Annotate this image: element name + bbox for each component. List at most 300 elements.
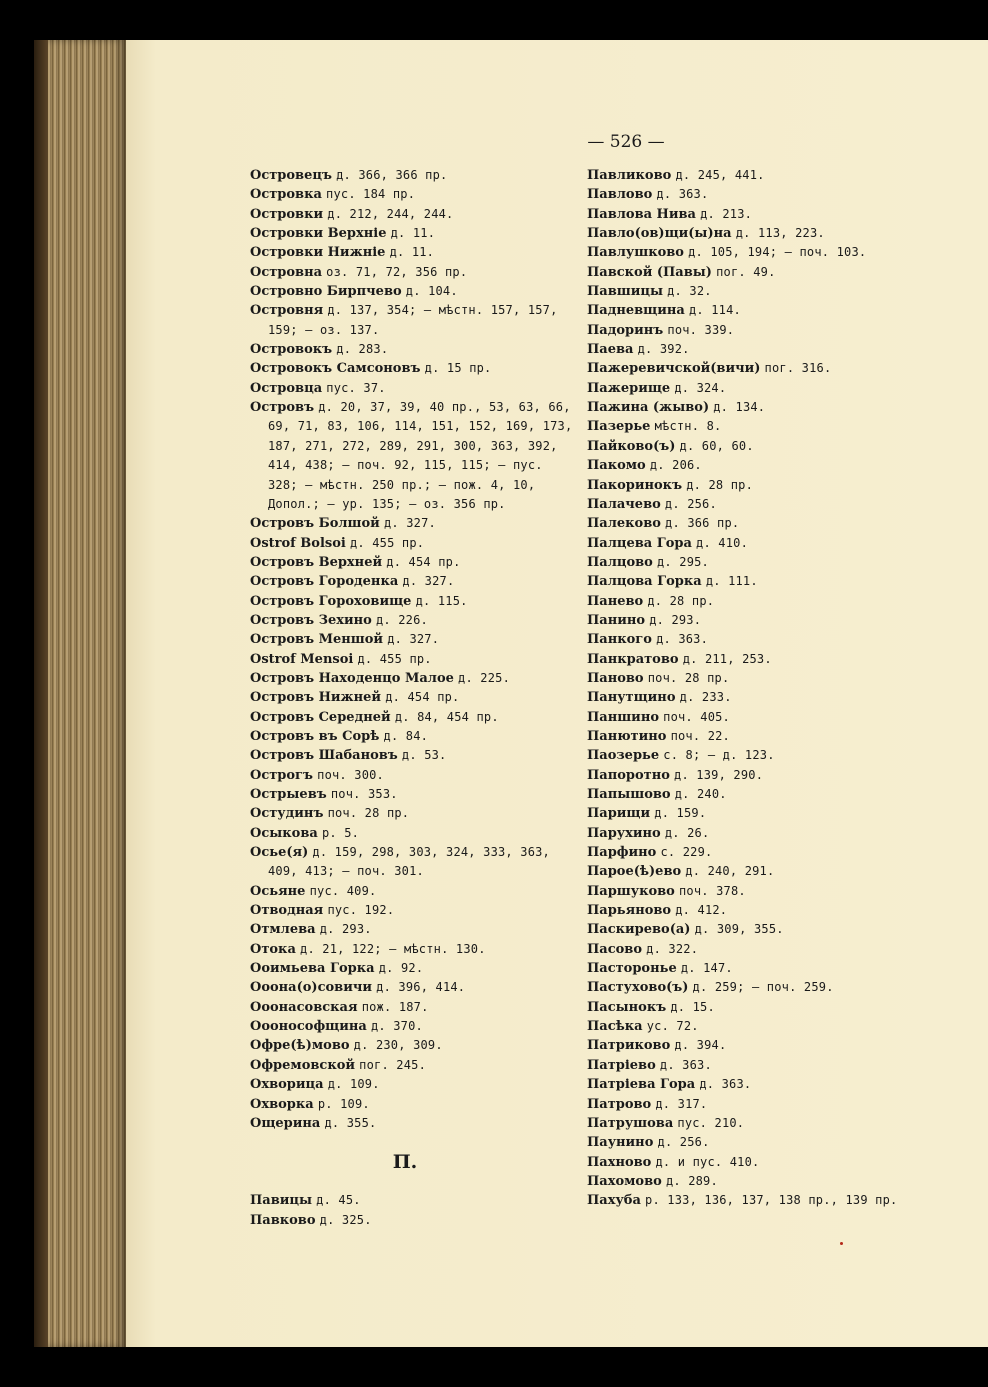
entry-headword: Островно Бирпчево xyxy=(250,284,402,300)
entry-headword: Ощерина xyxy=(250,1115,321,1131)
entry-headword: Островъ Середней xyxy=(250,709,391,725)
index-entry xyxy=(587,843,987,862)
index-entry xyxy=(587,282,987,301)
entry-headword: Островъ Нижней xyxy=(250,690,382,706)
left-column xyxy=(250,166,580,1230)
entry-continuation xyxy=(250,417,580,436)
entry-headword: Островъ Находенцо Малое xyxy=(250,670,454,686)
entry-headword: Острогъ xyxy=(250,767,313,783)
entry-references: д. 21, 122; — мѣстн. 130. xyxy=(300,941,486,956)
index-entry xyxy=(587,959,987,978)
entry-references: д. 45. xyxy=(316,1193,361,1208)
index-entry xyxy=(587,1191,987,1210)
entry-headword: Острыевъ xyxy=(250,787,327,802)
entry-headword: Пакомо xyxy=(587,458,646,474)
entry-headword: Патріево xyxy=(587,1057,656,1073)
entry-references: д. 327. xyxy=(387,632,440,647)
entry-references: д. 206. xyxy=(649,458,702,473)
index-entry xyxy=(587,630,987,649)
entry-references: д. 113, 223. xyxy=(735,226,825,241)
index-entry xyxy=(587,766,987,785)
index-entry xyxy=(587,166,987,185)
entry-references: оз. 71, 72, 356 пр. xyxy=(326,264,468,279)
index-entry xyxy=(250,1036,580,1055)
entry-headword: Паева xyxy=(587,342,634,358)
index-entry xyxy=(250,1017,580,1036)
index-entry xyxy=(587,650,987,669)
entry-headword: Ооонософщина xyxy=(250,1019,367,1035)
entry-headword: Павлово xyxy=(587,187,653,203)
page-number: — 526 — xyxy=(587,132,665,152)
entry-references: пус. 37. xyxy=(326,380,386,395)
entry-references: д. 20, 37, 39, 40 пр., 53, 63, 66, xyxy=(318,400,571,415)
entry-headword: Отока xyxy=(250,941,296,957)
entry-references: поч. 405. xyxy=(663,709,730,724)
index-entry xyxy=(587,224,987,243)
entry-headword: Паскирево(а) xyxy=(587,922,691,938)
entry-references: пус. 192. xyxy=(327,903,395,918)
index-entry xyxy=(587,1075,987,1094)
entry-references: д. 111. xyxy=(705,574,758,589)
entry-headword: Островъ Шабановъ xyxy=(250,748,398,764)
entry-headword: Островна xyxy=(250,264,323,280)
entry-references: д. 147. xyxy=(680,961,733,976)
entry-headword: Панкого xyxy=(587,632,652,648)
entry-headword: Паново xyxy=(587,670,644,686)
entry-headword: Пайково(ъ) xyxy=(587,438,676,454)
entry-headword: Парфино xyxy=(587,845,657,861)
entry-references: мѣстн. 8. xyxy=(654,419,722,434)
index-entry xyxy=(250,185,580,204)
entry-headword: Пажина (жыво) xyxy=(587,400,710,416)
entry-headword: Паншино xyxy=(587,709,660,725)
entry-references: д. 225. xyxy=(458,670,511,685)
index-entry xyxy=(250,766,580,785)
entry-references: с. 229. xyxy=(660,845,713,860)
entry-headword: Падневщина xyxy=(587,303,685,319)
index-entry xyxy=(587,185,987,204)
entry-references: с. 8; — д. 123. xyxy=(663,748,775,763)
index-entry xyxy=(250,398,580,417)
index-entry xyxy=(250,785,580,804)
entry-headword: Палачево xyxy=(587,496,661,512)
entry-headword: Павково xyxy=(250,1212,316,1228)
entry-references: пог. 316. xyxy=(764,361,832,376)
entry-references: 409, 413; — поч. 301. xyxy=(268,864,424,879)
entry-headword: Павло(ов)щи(ы)на xyxy=(587,226,732,242)
index-entry xyxy=(250,224,580,243)
index-entry xyxy=(587,1153,987,1172)
index-entry xyxy=(587,1172,987,1191)
entry-headword: Осьяне xyxy=(250,883,306,899)
entry-headword: Островъ Городенка xyxy=(250,574,399,590)
entry-headword: Островня xyxy=(250,303,324,319)
entry-references: д. 327. xyxy=(402,574,455,589)
index-entry xyxy=(587,862,987,881)
index-entry xyxy=(250,1191,580,1210)
entry-references: 159; — оз. 137. xyxy=(268,322,380,337)
index-entry xyxy=(587,553,987,572)
entry-references: 414, 438; — поч. 92, 115, 115; — пус. xyxy=(268,458,543,473)
index-entry xyxy=(250,804,580,823)
index-entry xyxy=(250,959,580,978)
entry-references: д. 230, 309. xyxy=(353,1038,443,1053)
index-entry xyxy=(587,476,987,495)
index-entry xyxy=(587,1114,987,1133)
entry-headword: Патриково xyxy=(587,1038,671,1054)
entry-references: д. 212, 244, 244. xyxy=(327,206,454,221)
index-entry xyxy=(250,727,580,746)
entry-references: д. 293. xyxy=(649,612,702,627)
index-entry xyxy=(587,437,987,456)
book-spine xyxy=(34,40,48,1347)
entry-headword: Островка xyxy=(250,187,322,203)
entry-references: д. 26. xyxy=(664,825,710,840)
entry-headword: Патрово xyxy=(587,1096,652,1112)
section-letter: П. xyxy=(392,1151,418,1174)
index-entry xyxy=(250,282,580,301)
entry-references: д. 454 пр. xyxy=(385,690,460,705)
entry-headword: Пасѣка xyxy=(587,1019,643,1035)
index-entry xyxy=(250,611,580,630)
right-column xyxy=(587,166,987,1211)
entry-references: поч. 378. xyxy=(679,883,746,898)
index-entry xyxy=(587,688,987,707)
index-entry xyxy=(587,592,987,611)
entry-references: д. 84, 454 пр. xyxy=(394,709,499,724)
entry-headword: Островъ Гороховище xyxy=(250,593,412,609)
index-entry xyxy=(587,495,987,514)
entry-headword: Пазерье xyxy=(587,419,651,435)
entry-references: д. 104. xyxy=(405,284,458,299)
index-entry xyxy=(250,978,580,997)
entry-references: д. 363. xyxy=(656,187,709,202)
entry-references: д. 11. xyxy=(390,226,436,241)
index-entry xyxy=(587,340,987,359)
entry-headword: Отмлева xyxy=(250,922,316,938)
entry-references: д. 295. xyxy=(657,554,709,569)
entry-references: пог. 245. xyxy=(359,1057,426,1072)
entry-references: д. 256. xyxy=(657,1135,710,1150)
entry-headword: Парое(ѣ)ево xyxy=(587,864,682,880)
entry-headword: Пажерище xyxy=(587,380,671,396)
entry-references: д. 159, 298, 303, 324, 333, 363, xyxy=(312,845,550,860)
index-entry xyxy=(587,1056,987,1075)
entry-headword: Панютино xyxy=(587,728,667,744)
entry-headword: Павской (Павы) xyxy=(587,264,712,280)
entry-references: д. 259; — поч. 259. xyxy=(692,980,834,995)
entry-headword: Патріева Гора xyxy=(587,1077,696,1093)
entry-references: д. 394. xyxy=(674,1038,727,1053)
index-entry xyxy=(250,882,580,901)
index-entry xyxy=(587,920,987,939)
entry-headword: Офремовской xyxy=(250,1057,356,1073)
entry-references: д. 283. xyxy=(336,342,389,357)
entry-references: д. 115. xyxy=(415,593,468,608)
entry-headword: Парищи xyxy=(587,806,651,822)
entry-references: д. 137, 354; — мѣстн. 157, 157, xyxy=(327,303,558,318)
index-entry xyxy=(587,1017,987,1036)
entry-headword: Осыкова xyxy=(250,825,318,841)
entry-continuation xyxy=(250,862,580,881)
entry-references: д. 92. xyxy=(378,961,424,976)
entry-headword: Панутщино xyxy=(587,690,676,706)
index-entry xyxy=(587,572,987,591)
entry-references: д. 226. xyxy=(375,612,428,627)
index-entry xyxy=(587,824,987,843)
entry-headword: Ооона(о)совичи xyxy=(250,980,372,996)
entry-headword: Палеково xyxy=(587,516,661,532)
entry-headword: Пахново xyxy=(587,1154,652,1170)
index-entry xyxy=(587,785,987,804)
entry-references: д. 15 пр. xyxy=(424,361,492,376)
index-entry xyxy=(250,669,580,688)
index-entry xyxy=(250,301,580,320)
entry-references: д. 293. xyxy=(319,922,372,937)
index-entry xyxy=(587,243,987,262)
index-entry xyxy=(587,940,987,959)
entry-references: д. 28 пр. xyxy=(647,593,715,608)
entry-references: д. 396, 414. xyxy=(376,980,466,995)
index-entry xyxy=(587,1133,987,1152)
entry-references: р. 5. xyxy=(321,825,360,840)
index-entry xyxy=(250,708,580,727)
entry-headword: Папоротно xyxy=(587,767,670,783)
index-entry xyxy=(587,978,987,997)
entry-references: 187, 271, 272, 289, 291, 300, 363, 392, xyxy=(268,438,558,453)
entry-headword: Пакоринокъ xyxy=(587,477,683,493)
entry-headword: Патрушова xyxy=(587,1115,674,1131)
index-entry xyxy=(250,1075,580,1094)
entry-headword: Охворка xyxy=(250,1096,314,1112)
index-entry xyxy=(250,1211,580,1230)
entry-headword: Пахуба xyxy=(587,1193,641,1209)
entry-references: д. 211, 253. xyxy=(682,651,772,666)
index-entry xyxy=(587,398,987,417)
entry-references: д. 28 пр. xyxy=(686,477,754,492)
index-entry xyxy=(250,824,580,843)
entry-headword: Островъ Меншой xyxy=(250,632,384,648)
entry-references: д. 60, 60. xyxy=(679,438,754,453)
index-entry xyxy=(250,592,580,611)
entry-references: д. 327. xyxy=(383,516,436,531)
entry-headword: Папышово xyxy=(587,787,671,802)
entry-references: поч. 339. xyxy=(667,322,735,337)
entry-references: Допол.; — ур. 135; — оз. 356 пр. xyxy=(268,496,506,511)
index-entry xyxy=(587,301,987,320)
entry-references: д. 240. xyxy=(674,787,727,801)
index-entry xyxy=(587,901,987,920)
index-entry xyxy=(587,263,987,282)
entry-headword: Островокъ xyxy=(250,342,333,358)
entry-references: д. 139, 290. xyxy=(674,767,764,782)
index-entry xyxy=(587,417,987,436)
entry-references: ус. 72. xyxy=(646,1019,699,1034)
entry-references: д. 309, 355. xyxy=(694,922,784,937)
entry-headword: Палцева Гора xyxy=(587,535,692,551)
entry-references: поч. 22. xyxy=(670,728,730,743)
entry-references: д. 245, 441. xyxy=(675,168,765,182)
entry-references: д. 392. xyxy=(637,342,690,357)
entry-references: д. 325. xyxy=(319,1212,372,1227)
index-entry xyxy=(250,650,580,669)
entry-headword: Парухино xyxy=(587,825,661,841)
entry-headword: Паозерье xyxy=(587,748,660,764)
entry-references: поч. 28 пр. xyxy=(327,806,410,821)
entry-headword: Павлова Нива xyxy=(587,206,696,222)
entry-references: д. и пус. 410. xyxy=(655,1154,760,1169)
entry-headword: Пасово xyxy=(587,941,642,957)
entry-headword: Островъ Верхней xyxy=(250,554,383,570)
entry-references: пож. 187. xyxy=(361,999,429,1014)
entry-references: д. 363. xyxy=(699,1077,752,1092)
entry-headword: Панино xyxy=(587,612,646,628)
index-entry xyxy=(587,727,987,746)
page xyxy=(126,40,988,1347)
entry-references: д. 233. xyxy=(679,690,732,705)
entry-continuation xyxy=(250,495,580,514)
index-entry xyxy=(587,882,987,901)
entry-references: пус. 210. xyxy=(677,1115,745,1130)
entry-references: пус. 184 пр. xyxy=(326,187,416,202)
entry-headword: Павшицы xyxy=(587,284,663,300)
entry-headword: Ооонасовская xyxy=(250,999,358,1015)
entry-references: 69, 71, 83, 106, 114, 151, 152, 169, 173, xyxy=(268,419,573,434)
entry-references: д. 454 пр. xyxy=(386,554,461,569)
index-entry xyxy=(250,166,580,185)
entry-headword: Остудинъ xyxy=(250,806,324,822)
entry-references: д. 324. xyxy=(674,380,727,395)
entry-references: 328; — мѣстн. 250 пр.; — пож. 4, 10, xyxy=(268,477,536,492)
index-entry xyxy=(250,340,580,359)
entry-references: д. 11. xyxy=(389,245,435,260)
entry-references: пог. 49. xyxy=(716,264,776,279)
entry-headword: Падоринъ xyxy=(587,322,664,338)
index-entry xyxy=(250,901,580,920)
index-entry xyxy=(250,1056,580,1075)
index-entry xyxy=(587,514,987,533)
index-entry xyxy=(587,1036,987,1055)
entry-references: д. 84. xyxy=(383,728,429,743)
entry-references: д. 159. xyxy=(654,806,707,821)
index-entry xyxy=(250,379,580,398)
entry-headword: Охворица xyxy=(250,1077,324,1093)
index-entry xyxy=(250,572,580,591)
entry-references: д. 322. xyxy=(646,941,699,956)
entry-headword: Пастороньe xyxy=(587,961,677,977)
entry-headword: Палцова Горка xyxy=(587,574,702,590)
entry-references: пус. 409. xyxy=(309,883,377,898)
index-entry xyxy=(250,630,580,649)
entry-headword: Ostrof Bolsoi xyxy=(250,535,346,551)
index-entry xyxy=(250,688,580,707)
entry-references: д. 114. xyxy=(688,303,741,318)
index-entry xyxy=(587,998,987,1017)
entry-headword: Пастухово(ъ) xyxy=(587,980,689,996)
entry-references: д. 213. xyxy=(700,206,753,221)
book xyxy=(34,40,988,1347)
index-entry xyxy=(250,553,580,572)
entry-headword: Островокъ Самсоновъ xyxy=(250,361,421,377)
entry-references: д. 317. xyxy=(655,1096,708,1111)
index-entry xyxy=(250,920,580,939)
index-entry xyxy=(587,708,987,727)
entry-references: поч. 300. xyxy=(317,767,384,782)
entry-references: д. 410. xyxy=(696,535,749,550)
index-entry xyxy=(587,456,987,475)
index-entry xyxy=(250,205,580,224)
entry-continuation xyxy=(250,456,580,475)
entry-headword: Панкратово xyxy=(587,651,679,667)
entry-headword: Пажеревичской(вичи) xyxy=(587,361,761,377)
index-entry xyxy=(250,263,580,282)
entry-references: д. 134. xyxy=(713,400,766,415)
index-entry xyxy=(250,1095,580,1114)
entry-headword: Паунино xyxy=(587,1135,654,1151)
entry-references: д. 363. xyxy=(656,632,709,647)
entry-headword: Островъ Зехино xyxy=(250,612,372,628)
index-entry xyxy=(250,998,580,1017)
index-entry xyxy=(587,1095,987,1114)
index-entry xyxy=(587,379,987,398)
index-entry xyxy=(250,534,580,553)
entry-references: д. 370. xyxy=(370,1019,423,1034)
index-entry xyxy=(250,514,580,533)
entry-references: д. 455 пр. xyxy=(349,535,425,550)
entry-headword: Ostrof Mensoi xyxy=(250,651,354,667)
entry-references: д. 363. xyxy=(659,1057,712,1072)
index-entry xyxy=(587,321,987,340)
entry-headword: Островки Верхніе xyxy=(250,226,387,242)
entry-headword: Островъ въ Сорѣ xyxy=(250,728,380,744)
index-entry xyxy=(587,205,987,224)
index-entry xyxy=(250,746,580,765)
entry-references: д. 355. xyxy=(324,1115,377,1130)
index-entry xyxy=(250,359,580,378)
index-entry xyxy=(250,243,580,262)
entry-headword: Павицы xyxy=(250,1193,313,1209)
entry-references: д. 105, 194; — поч. 103. xyxy=(688,245,867,260)
entry-references: д. 53. xyxy=(401,748,447,763)
entry-continuation xyxy=(250,321,580,340)
entry-headword: Пасынокъ xyxy=(587,999,667,1015)
entry-headword: Ооимьева Горка xyxy=(250,961,375,977)
entry-references: р. 109. xyxy=(317,1096,370,1111)
entry-headword: Островъ xyxy=(250,400,315,416)
entry-references: поч. 353. xyxy=(330,787,398,801)
index-entry xyxy=(587,611,987,630)
entry-references: д. 32. xyxy=(667,284,712,299)
entry-headword: Паршуково xyxy=(587,883,675,899)
entry-headword: Панево xyxy=(587,593,644,609)
index-entry xyxy=(587,669,987,688)
entry-references: д. 455 пр. xyxy=(357,651,432,666)
ink-speck xyxy=(840,1242,843,1245)
entry-headword: Островки Нижніе xyxy=(250,245,386,261)
entry-references: д. 366, 366 пр. xyxy=(336,168,448,182)
entry-references: д. 289. xyxy=(665,1173,718,1188)
index-entry xyxy=(587,359,987,378)
entry-continuation xyxy=(250,476,580,495)
entry-continuation xyxy=(250,437,580,456)
entry-headword: Островца xyxy=(250,380,323,396)
entry-headword: Офре(ѣ)мово xyxy=(250,1038,350,1054)
index-entry xyxy=(250,940,580,959)
entry-headword: Островъ Болшой xyxy=(250,516,380,532)
entry-references: д. 240, 291. xyxy=(685,864,775,879)
entry-headword: Островки xyxy=(250,206,324,222)
entry-references: д. 109. xyxy=(327,1077,380,1092)
